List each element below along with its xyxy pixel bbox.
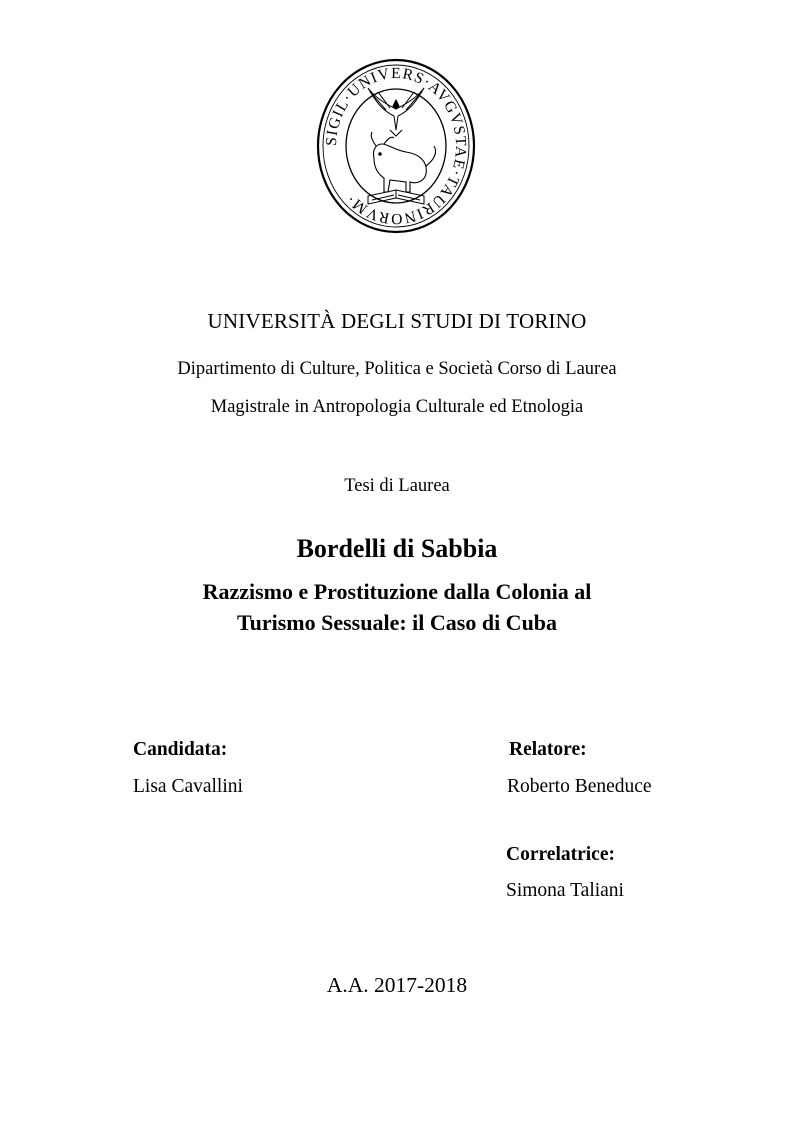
thesis-title: Bordelli di Sabbia — [296, 534, 498, 563]
thesis-subtitle-line-1: Razzismo e Prostituzione dalla Colonia al — [202, 579, 592, 604]
department-line-2: Magistrale in Antropologia Culturale ed Etnologia — [210, 397, 584, 417]
candidate-name: Lisa Cavallini — [133, 776, 243, 797]
cosupervisor-label: Correlatrice: — [506, 844, 615, 865]
seal-ring-text: SIGIL·UNIVERS·AVGVSTAE·TAURINORVM· — [322, 64, 470, 228]
supervisor-label: Relatore: — [509, 739, 587, 760]
department-line-1: Dipartimento di Culture, Politica e Società Corso di Laurea — [177, 359, 617, 379]
supervisor-name: Roberto Beneduce — [507, 776, 652, 797]
thesis-subtitle-line-2: Turismo Sessuale: il Caso di Cuba — [236, 610, 558, 635]
thesis-type: Tesi di Laurea — [344, 476, 450, 496]
university-name: UNIVERSITÀ DEGLI STUDI DI TORINO — [207, 309, 587, 333]
university-seal-icon — [316, 58, 476, 234]
cosupervisor-name: Simona Taliani — [506, 880, 624, 901]
candidate-label: Candidata: — [133, 739, 228, 760]
academic-year: A.A. 2017-2018 — [326, 973, 468, 997]
